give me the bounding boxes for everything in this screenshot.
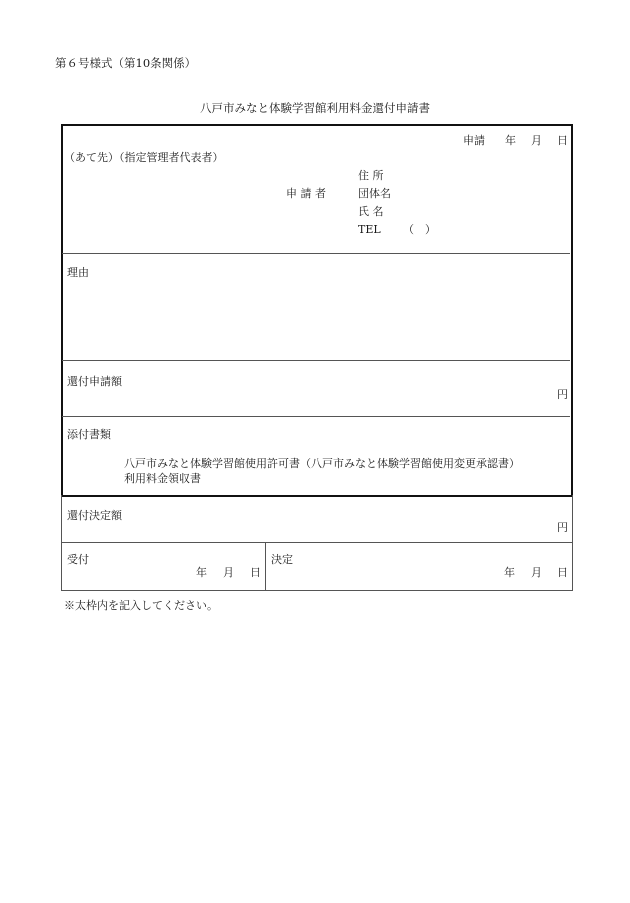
attachments-label: 添付書類 bbox=[67, 428, 111, 441]
tel-label: TEL bbox=[358, 223, 381, 236]
tel-parentheses: （ ） bbox=[403, 223, 436, 236]
reception-day: 日 bbox=[250, 566, 261, 579]
refund-amount-unit: 円 bbox=[557, 388, 568, 401]
divider-decision-reception bbox=[61, 542, 573, 543]
reason-label: 理由 bbox=[67, 266, 89, 279]
applicant-label: 申 請 者 bbox=[286, 187, 326, 200]
applicant-frame bbox=[61, 124, 573, 497]
divider-reason-amount bbox=[62, 360, 570, 361]
apply-date-month: 月 bbox=[531, 134, 542, 147]
attachment-item-permit: 八戸市みなと体験学習館使用許可書（八戸市みなと体験学習館使用変更承認書） bbox=[124, 457, 520, 470]
apply-date-label: 申請 bbox=[463, 134, 485, 147]
refund-amount-label: 還付申請額 bbox=[67, 375, 122, 388]
address-label: 住 所 bbox=[358, 169, 384, 182]
apply-date-day: 日 bbox=[557, 134, 568, 147]
addressee: （あて先）（指定管理者代表者） bbox=[64, 151, 224, 164]
footnote: ※太枠内を記入してください。 bbox=[64, 599, 218, 612]
reception-month: 月 bbox=[223, 566, 234, 579]
decision-month: 月 bbox=[531, 566, 542, 579]
document-title: 八戸市みなと体験学習館利用料金還付申請書 bbox=[200, 101, 430, 115]
divider-amount-attachments bbox=[62, 416, 570, 417]
decision-year: 年 bbox=[504, 566, 515, 579]
attachment-item-receipt: 利用料金領収書 bbox=[124, 472, 201, 485]
decision-label: 決定 bbox=[271, 553, 293, 566]
reception-label: 受付 bbox=[67, 553, 89, 566]
form-number: 第６号様式（第10条関係） bbox=[55, 56, 197, 70]
decision-amount-unit: 円 bbox=[557, 521, 568, 534]
divider-applicant-reason bbox=[62, 253, 570, 254]
divider-reception-decision bbox=[265, 542, 266, 590]
lower-box-bottom-border bbox=[61, 590, 573, 591]
decision-amount-label: 還付決定額 bbox=[67, 509, 122, 522]
decision-day: 日 bbox=[557, 566, 568, 579]
apply-date-year: 年 bbox=[505, 134, 516, 147]
reception-year: 年 bbox=[196, 566, 207, 579]
person-name-label: 氏 名 bbox=[358, 205, 384, 218]
group-name-label: 団体名 bbox=[358, 187, 391, 200]
